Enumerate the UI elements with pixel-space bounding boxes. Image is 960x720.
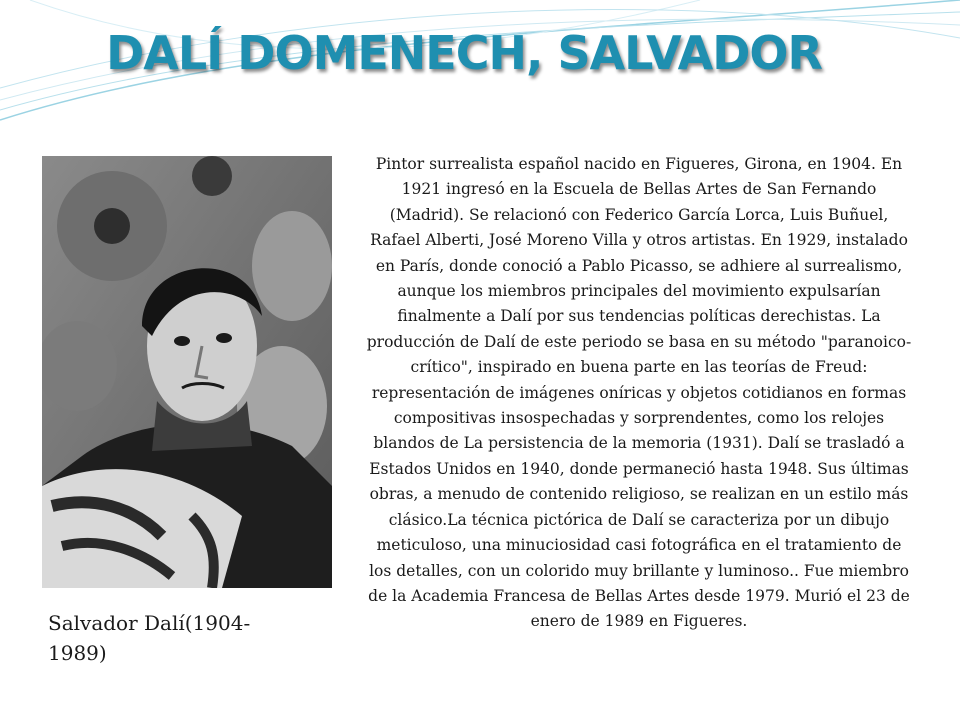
slide-title: DALÍ DOMENECH, SALVADOR [106, 26, 822, 80]
biography-text: Pintor surrealista español nacido en Figueres, Girona, en 1904. En 1921 ingresó en la Escuela de Bellas Artes de San Fernando (Madrid). Se relacionó con Federico García Lorca, Luis Buñuel, Rafael Alberti, José Moreno Villa y otros artistas. En 1929, instalado en París, donde conoció a Pablo Picasso, se adhiere al surrealismo, aunque los miembros principales del movimiento expulsarían finalmente a Dalí por sus tendencias políticas derechistas. La producción de Dalí de este periodo se basa en su método "paranoico-crítico", inspirado en buena parte en las teorías de Freud: representación de imágenes oníricas y objetos cotidianos en formas compositivas insospechadas y sorprendentes, como los relojes blandos de La persistencia de la memoria (1931). Dalí se trasladó a Estados Unidos en 1940, donde permaneció hasta 1948. Sus últimas obras, a menudo de contenido religioso, se realizan en un estilo más clásico.La técnica pictórica de Dalí se caracteriza por un dibujo meticuloso, una minuciosidad casi fotográfica en el tratamiento de los detalles, con un colorido muy brillante y luminoso.. Fue miembro de la Academia Francesa de Bellas Artes desde 1979. Murió el 23 de enero de 1989 en Figueres. [366, 155, 912, 631]
photo-caption: Salvador Dalí(1904-1989) [48, 611, 251, 665]
portrait-photo [42, 156, 332, 588]
